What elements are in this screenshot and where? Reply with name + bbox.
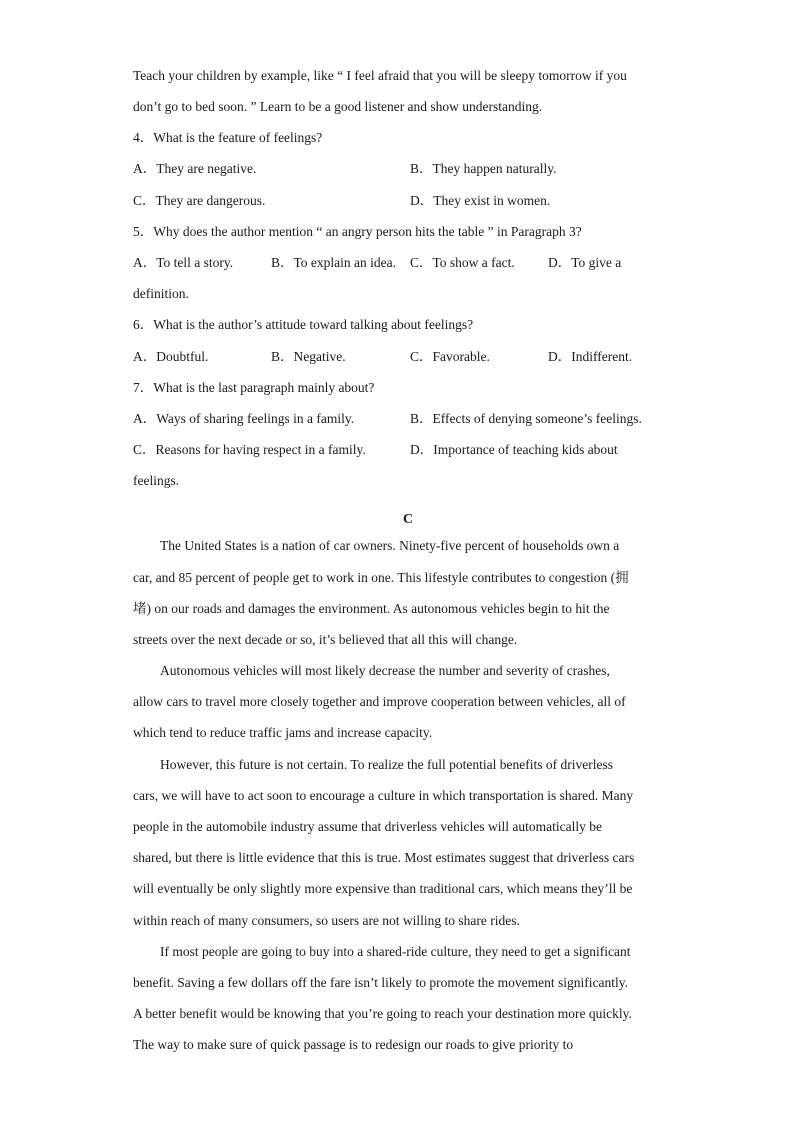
q5-option-d[interactable]: D．To give a — [548, 255, 622, 270]
paragraph-line: A better benefit would be knowing that you’re going to reach your destination more quickly. — [133, 1006, 632, 1021]
q4-option-d[interactable]: D．They exist in women. — [410, 193, 551, 208]
question-7-stem: 7．What is the last paragraph mainly about? — [133, 380, 375, 395]
intro-line: don’t go to bed soon. ” Learn to be a good listener and show understanding. — [133, 99, 543, 114]
paragraph-line: car, and 85 percent of people get to work in one. This lifestyle contributes to congestion (拥 — [133, 570, 629, 585]
q4-option-a[interactable]: A．They are negative. — [133, 161, 257, 176]
q4-option-b[interactable]: B．They happen naturally. — [410, 161, 557, 176]
paragraph-line: Autonomous vehicles will most likely decrease the number and severity of crashes, — [160, 663, 610, 678]
paragraph-line: However, this future is not certain. To realize the full potential benefits of driverless — [160, 757, 613, 772]
paragraph-line: The United States is a nation of car owners. Ninety-five percent of households own a — [160, 538, 620, 553]
q6-option-c[interactable]: C．Favorable. — [410, 349, 490, 364]
q6-option-b[interactable]: B．Negative. — [271, 349, 346, 364]
intro-line: Teach your children by example, like “ I feel afraid that you will be sleepy tomorrow if you — [133, 68, 627, 83]
q7-option-d-wrap: feelings. — [133, 473, 180, 488]
paragraph-line: shared, but there is little evidence that this is true. Most estimates suggest that driverless cars — [133, 850, 635, 865]
question-5-stem: 5．Why does the author mention “ an angry person hits the table ” in Paragraph 3? — [133, 224, 582, 239]
question-6-stem: 6．What is the author’s attitude toward talking about feelings? — [133, 317, 474, 332]
paragraph-line: streets over the next decade or so, it’s believed that all this will change. — [133, 632, 518, 647]
q5-option-b[interactable]: B．To explain an idea. — [271, 255, 397, 270]
q6-option-a[interactable]: A．Doubtful. — [133, 349, 209, 364]
paragraph-line: The way to make sure of quick passage is to redesign our roads to give priority to — [133, 1037, 574, 1052]
paragraph-line: allow cars to travel more closely together and improve cooperation between vehicles, all of — [133, 694, 626, 709]
q4-option-c[interactable]: C．They are dangerous. — [133, 193, 266, 208]
q7-option-b[interactable]: B．Effects of denying someone’s feelings. — [410, 411, 642, 426]
q6-option-d[interactable]: D．Indifferent. — [548, 349, 633, 364]
q7-option-d[interactable]: D．Importance of teaching kids about — [410, 442, 618, 457]
paragraph-line: If most people are going to buy into a shared-ride culture, they need to get a significant — [160, 944, 631, 959]
q5-option-d-wrap: definition. — [133, 286, 189, 301]
question-4-stem: 4．What is the feature of feelings? — [133, 130, 323, 145]
q5-option-a[interactable]: A．To tell a story. — [133, 255, 234, 270]
paragraph-line: people in the automobile industry assume that driverless vehicles will automatically be — [133, 819, 603, 834]
paragraph-line: which tend to reduce traffic jams and increase capacity. — [133, 725, 433, 740]
paragraph-line: will eventually be only slightly more expensive than traditional cars, which means they’ll be — [133, 881, 633, 896]
paragraph-line: 堵) on our roads and damages the environment. As autonomous vehicles begin to hit the — [133, 601, 610, 616]
q5-option-c[interactable]: C．To show a fact. — [410, 255, 515, 270]
q7-option-c[interactable]: C．Reasons for having respect in a family. — [133, 442, 366, 457]
section-heading: C — [402, 512, 414, 527]
paragraph-line: benefit. Saving a few dollars off the fare isn’t likely to promote the movement significantly. — [133, 975, 628, 990]
paragraph-line: cars, we will have to act soon to encourage a culture in which transportation is shared. Many — [133, 788, 634, 803]
paragraph-line: within reach of many consumers, so users are not willing to share rides. — [133, 913, 520, 928]
q7-option-a[interactable]: A．Ways of sharing feelings in a family. — [133, 411, 355, 426]
